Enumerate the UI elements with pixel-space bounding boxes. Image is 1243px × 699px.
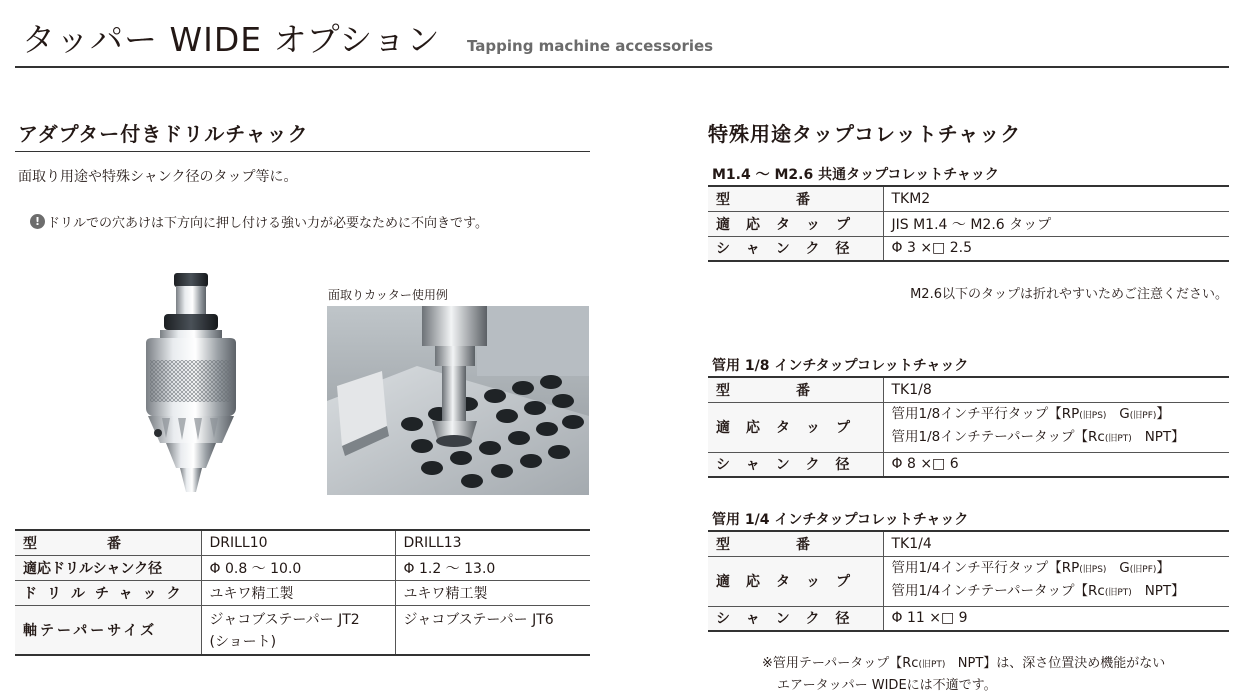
drill-chuck-note [30, 212, 488, 231]
group2-label-tap: 適応タップ [708, 402, 883, 452]
group3-tap-rc: 管用1/4インチテーパータップ【Rc [891, 583, 1105, 599]
group2-label-model: 型 番 [708, 377, 883, 402]
spec-taper-drill10-line2: (ショート) [209, 633, 277, 650]
table-row [15, 530, 590, 555]
table-row [708, 186, 1229, 211]
group1-note: M2.6以下のタップは折れやすいためご注意ください。 [910, 287, 1228, 302]
drill-chuck-photo [126, 268, 252, 498]
drill-chuck-section-rule [15, 151, 590, 152]
page-title: タッパー WIDE オプション [22, 20, 441, 59]
spec-shank-drill10: Φ 0.8 〜 10.0 [201, 555, 395, 580]
group1-model: TKM2 [883, 186, 1229, 211]
drill-chuck-note-text: ドリルでの穴あけは下方向に押し付ける強い力が必要なために不向きです。 [47, 216, 488, 231]
group3-title: 管用 1/4 インチタップコレットチャック [712, 512, 969, 528]
table-row [708, 531, 1229, 556]
spec-model-drill13: DRILL13 [395, 530, 590, 555]
group3-spec-table [708, 530, 1229, 632]
table-row [708, 606, 1229, 631]
cutter-photo-caption: 面取りカッター使用例 [328, 288, 448, 302]
group3-tap-rp-old: (旧PS) [1079, 565, 1107, 575]
table-row [708, 377, 1229, 402]
group2-tap-g: G [1119, 406, 1130, 422]
spec-chuck-drill13: ユキワ精工製 [395, 580, 590, 605]
spec-label-shank: 適応ドリルシャンク径 [15, 555, 201, 580]
group2-tap [883, 402, 1229, 452]
group2-tap-bracket: 】 [1156, 406, 1170, 422]
footnote-npt: NPT】は、深さ位置決め機能がない [957, 656, 1166, 671]
group1-title: M1.4 〜 M2.6 共通タップコレットチャック [712, 167, 999, 183]
group1-label-model: 型 番 [708, 186, 883, 211]
group2-spec-table [708, 376, 1229, 478]
spec-label-taper: 軸テーパーサイズ [15, 605, 201, 655]
group2-tap-rp-old: (旧PS) [1079, 411, 1107, 421]
group2-tap-npt: NPT】 [1144, 429, 1185, 445]
group1-label-tap: 適応タップ [708, 211, 883, 236]
spec-taper-drill13: ジャコブステーパー JT6 [395, 605, 590, 655]
footnote-rc: ※管用テーパータップ【Rc [762, 656, 919, 671]
group2-tap-line2 [892, 427, 1222, 450]
group1-spec-table [708, 185, 1229, 262]
group3-tap-line2 [892, 581, 1222, 604]
group2-tap-rc-old: (旧PT) [1104, 434, 1132, 444]
footnote-rc-old: (旧PT) [918, 660, 946, 670]
group2-shank: Φ 8 ×□ 6 [883, 452, 1229, 477]
group3-label-model: 型 番 [708, 531, 883, 556]
group2-model: TK1/8 [883, 377, 1229, 402]
group2-label-shank: シャンク径 [708, 452, 883, 477]
group3-tap-g: G [1119, 560, 1130, 576]
drill-chuck-section-title: アダプター付きドリルチャック [18, 122, 309, 146]
chamfer-cutter-photo [327, 306, 589, 495]
group2-tap-g-old: (旧PF) [1129, 411, 1157, 421]
spec-label-model: 型 番 [15, 530, 201, 555]
group2-tap-line1 [892, 404, 1222, 427]
collet-section-title: 特殊用途タップコレットチャック [708, 122, 1022, 146]
table-row [708, 211, 1229, 236]
group3-label-tap: 適応タップ [708, 556, 883, 606]
spec-label-chuck: ドリルチャック [15, 580, 201, 605]
group3-tap-rp: 管用1/4インチ平行タップ【RP [891, 560, 1080, 576]
group1-shank: Φ 3 ×□ 2.5 [883, 236, 1229, 261]
group3-label-shank: シャンク径 [708, 606, 883, 631]
group1-label-shank: シャンク径 [708, 236, 883, 261]
table-row [708, 452, 1229, 477]
spec-taper-drill10-line1: ジャコブステーパー JT2 [209, 611, 360, 628]
footnote-line1 [762, 652, 1165, 671]
group3-tap-npt: NPT】 [1144, 583, 1185, 599]
group3-tap-rc-old: (旧PT) [1104, 588, 1132, 598]
group3-tap-bracket: 】 [1156, 560, 1170, 576]
table-row [15, 555, 590, 580]
group2-tap-rc: 管用1/8インチテーパータップ【Rc [891, 429, 1105, 445]
group3-tap [883, 556, 1229, 606]
spec-taper-drill10 [201, 605, 395, 655]
table-row [708, 556, 1229, 606]
table-row [15, 580, 590, 605]
group3-tap-line1 [892, 558, 1222, 581]
table-row [708, 236, 1229, 261]
table-row [708, 402, 1229, 452]
group1-tap: JIS M1.4 〜 M2.6 タップ [883, 211, 1229, 236]
spec-model-drill10: DRILL10 [201, 530, 395, 555]
spec-chuck-drill10: ユキワ精工製 [201, 580, 395, 605]
footnote-line2: エアータッパー WIDEには不適です。 [777, 678, 997, 693]
group3-tap-g-old: (旧PF) [1129, 565, 1157, 575]
group2-title: 管用 1/8 インチタップコレットチャック [712, 358, 969, 374]
drill-chuck-spec-table [15, 529, 590, 656]
drill-chuck-description: 面取り用途や特殊シャンク径のタップ等に。 [18, 169, 298, 185]
group3-model: TK1/4 [883, 531, 1229, 556]
group2-tap-rp: 管用1/8インチ平行タップ【RP [891, 406, 1080, 422]
group3-shank: Φ 11 ×□ 9 [883, 606, 1229, 631]
exclamation-icon: ! [30, 214, 45, 229]
page-subtitle: Tapping machine accessories [467, 37, 714, 55]
table-row [15, 605, 590, 655]
spec-shank-drill13: Φ 1.2 〜 13.0 [395, 555, 590, 580]
header-divider [15, 66, 1229, 68]
